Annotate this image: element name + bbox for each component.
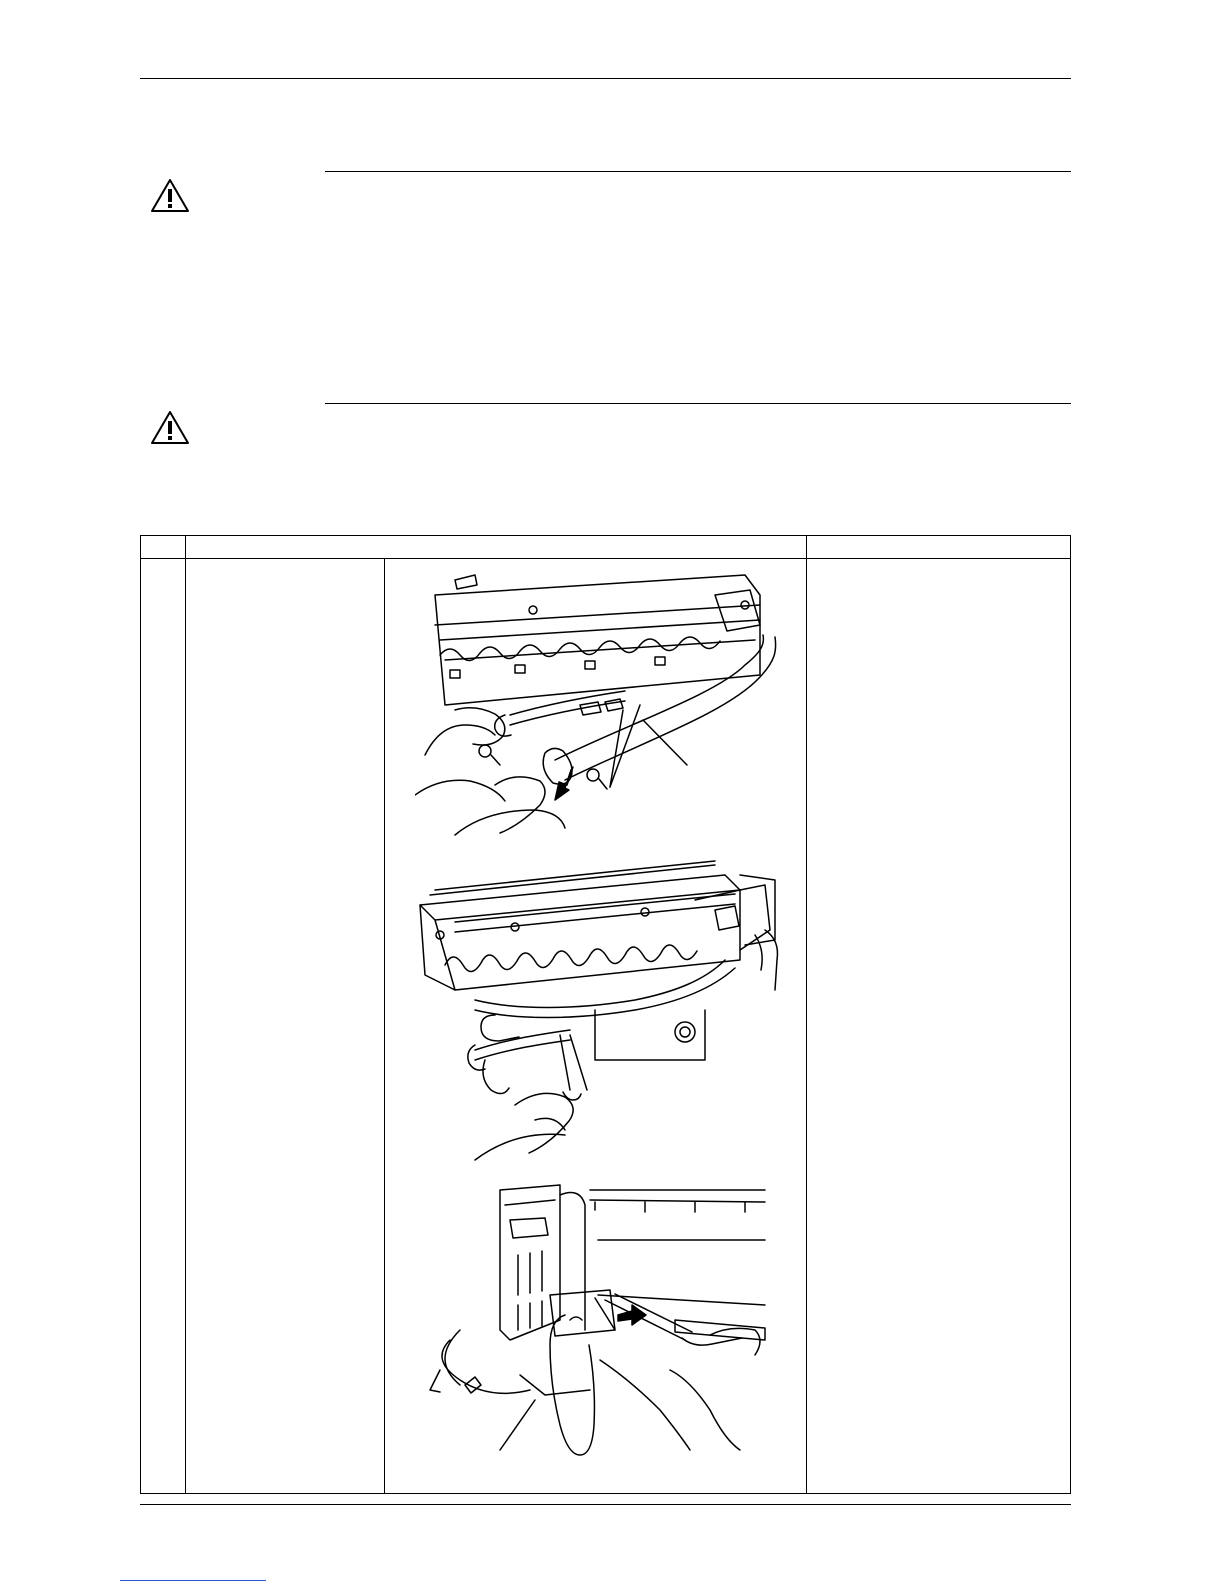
footer-rule — [140, 1504, 1071, 1505]
table-col-divider-2 — [384, 558, 385, 1494]
figure-remove-coil-assembly — [395, 860, 800, 1165]
warning-rule-2 — [325, 403, 1071, 404]
figure-release-hook-screwdriver — [420, 1180, 790, 1485]
warning-rule-1 — [325, 171, 1071, 172]
table-col-divider-1 — [185, 535, 186, 1494]
table-bottom-border — [140, 1493, 1071, 1494]
table-top-border — [140, 535, 1071, 536]
footer-link-underline[interactable] — [120, 1580, 266, 1581]
header-rule — [140, 78, 1071, 79]
table-header-divider — [140, 558, 1071, 559]
figure-remove-drain-hose — [415, 565, 790, 850]
warning-triangle-icon — [150, 178, 190, 214]
table-col-divider-3 — [806, 535, 807, 1494]
table-right-border — [1070, 535, 1071, 1494]
table-left-border — [140, 535, 141, 1494]
warning-triangle-icon — [150, 410, 190, 446]
